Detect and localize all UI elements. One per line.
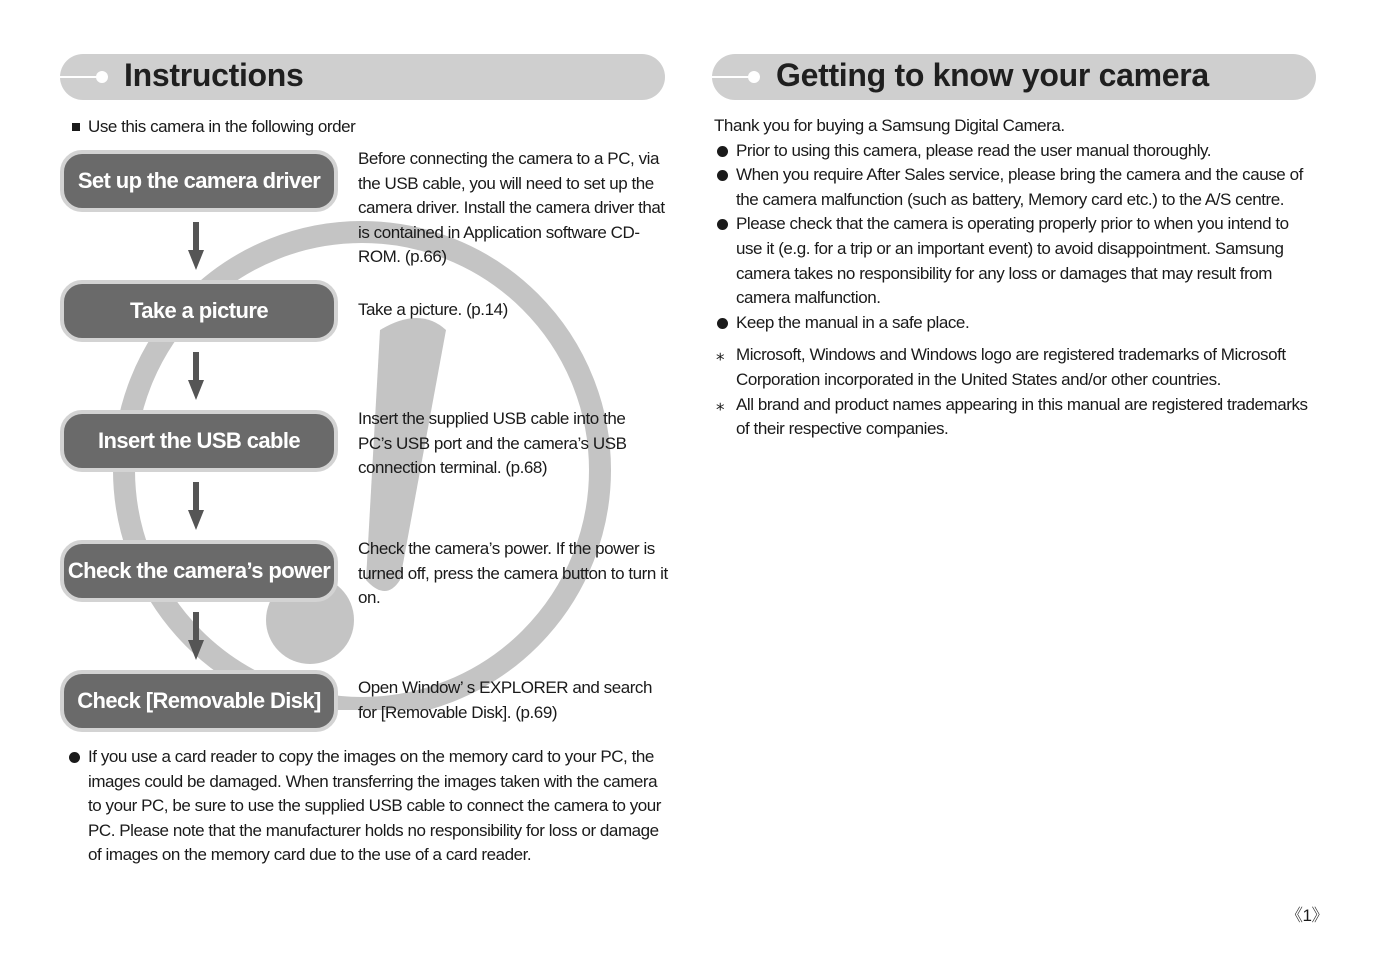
round-bullet-icon — [69, 752, 80, 763]
square-bullet-icon — [72, 123, 80, 131]
bullet-text: Keep the manual in a safe place. — [736, 312, 970, 332]
step-take-picture: Take a picture — [60, 280, 338, 342]
round-bullet-icon — [717, 170, 728, 181]
right-content — [714, 114, 1318, 442]
list-item — [714, 139, 1318, 164]
order-note-text: Use this camera in the following order — [88, 117, 356, 136]
arrow-down-icon — [188, 222, 204, 272]
asterisk-icon: ⁎ — [716, 394, 725, 414]
list-item — [714, 212, 1318, 310]
card-reader-note — [66, 745, 666, 868]
note-item — [714, 393, 1318, 442]
intro-text: Thank you for buying a Samsung Digital Camera. — [714, 116, 1065, 135]
pill-dot-icon — [96, 71, 108, 83]
round-bullet-icon — [717, 318, 728, 329]
step-desc-insert-usb: Insert the supplied USB cable into the PC’s USB port and the camera’s USB connection terminal. (p.68) — [358, 409, 627, 478]
step-check-power: Check the camera’s power — [60, 540, 338, 602]
step-insert-usb: Insert the USB cable — [60, 410, 338, 472]
step-check-removable-disk: Check [Removable Disk] — [60, 670, 338, 732]
bullet-text: Prior to using this camera, please read the user manual thoroughly. — [736, 140, 1212, 160]
arrow-down-icon — [188, 612, 204, 662]
arrow-down-icon — [188, 352, 204, 402]
list-item — [714, 163, 1318, 212]
page-number: 《1》 — [1286, 906, 1329, 925]
note-item — [714, 343, 1318, 392]
round-bullet-icon — [717, 219, 728, 230]
list-item — [714, 311, 1318, 336]
order-note — [66, 115, 466, 140]
getting-to-know-title: Getting to know your camera — [776, 57, 1209, 93]
asterisk-icon: ⁎ — [716, 345, 725, 365]
step-desc-setup-driver: Before connecting the camera to a PC, via the USB cable, you will need to set up the camera driver. Install the camera driver that is contained in Application software CD-ROM. (p.66) — [358, 149, 665, 267]
bullet-text: Please check that the camera is operating properly prior to when you intend to use it (e.g. for a trip or an important event) to avoid disappointment. Samsung camera takes no responsibility for any loss or damages that may result from camera malfunction. — [736, 214, 1289, 308]
instructions-title: Instructions — [124, 57, 304, 93]
arrow-down-icon — [188, 482, 204, 532]
step-desc-check-power: Check the camera’s power. If the power is turned off, press the camera button to turn it on. — [358, 539, 668, 608]
step-desc-take-picture: Take a picture. (p.14) — [358, 300, 508, 319]
card-reader-note-text: If you use a card reader to copy the images on the memory card to your PC, the images could be damaged. When transferring the images taken with the camera to your PC, be sure to use the supplied USB cable to connect the camera to your PC. Please note that the manufacturer holds no responsibility for loss or damage of images on the memory card due to the use of a card reader. — [88, 747, 662, 865]
step-desc-check-removable-disk: Open Window’ s EXPLORER and search for [Removable Disk]. (p.69) — [358, 678, 652, 722]
note-text: All brand and product names appearing in this manual are registered trademarks of their respective companies. — [736, 394, 1308, 439]
bullet-text: When you require After Sales service, please bring the camera and the cause of the camera malfunction (such as battery, Memory card etc.) to the A/S centre. — [736, 165, 1303, 209]
round-bullet-icon — [717, 146, 728, 157]
getting-to-know-header — [712, 54, 1316, 100]
step-setup-driver: Set up the camera driver — [60, 150, 338, 212]
instructions-header — [60, 54, 665, 100]
pill-dot-icon — [748, 71, 760, 83]
note-text: Microsoft, Windows and Windows logo are registered trademarks of Microsoft Corporation incorporated in the United States and/or other countries. — [736, 345, 1286, 389]
